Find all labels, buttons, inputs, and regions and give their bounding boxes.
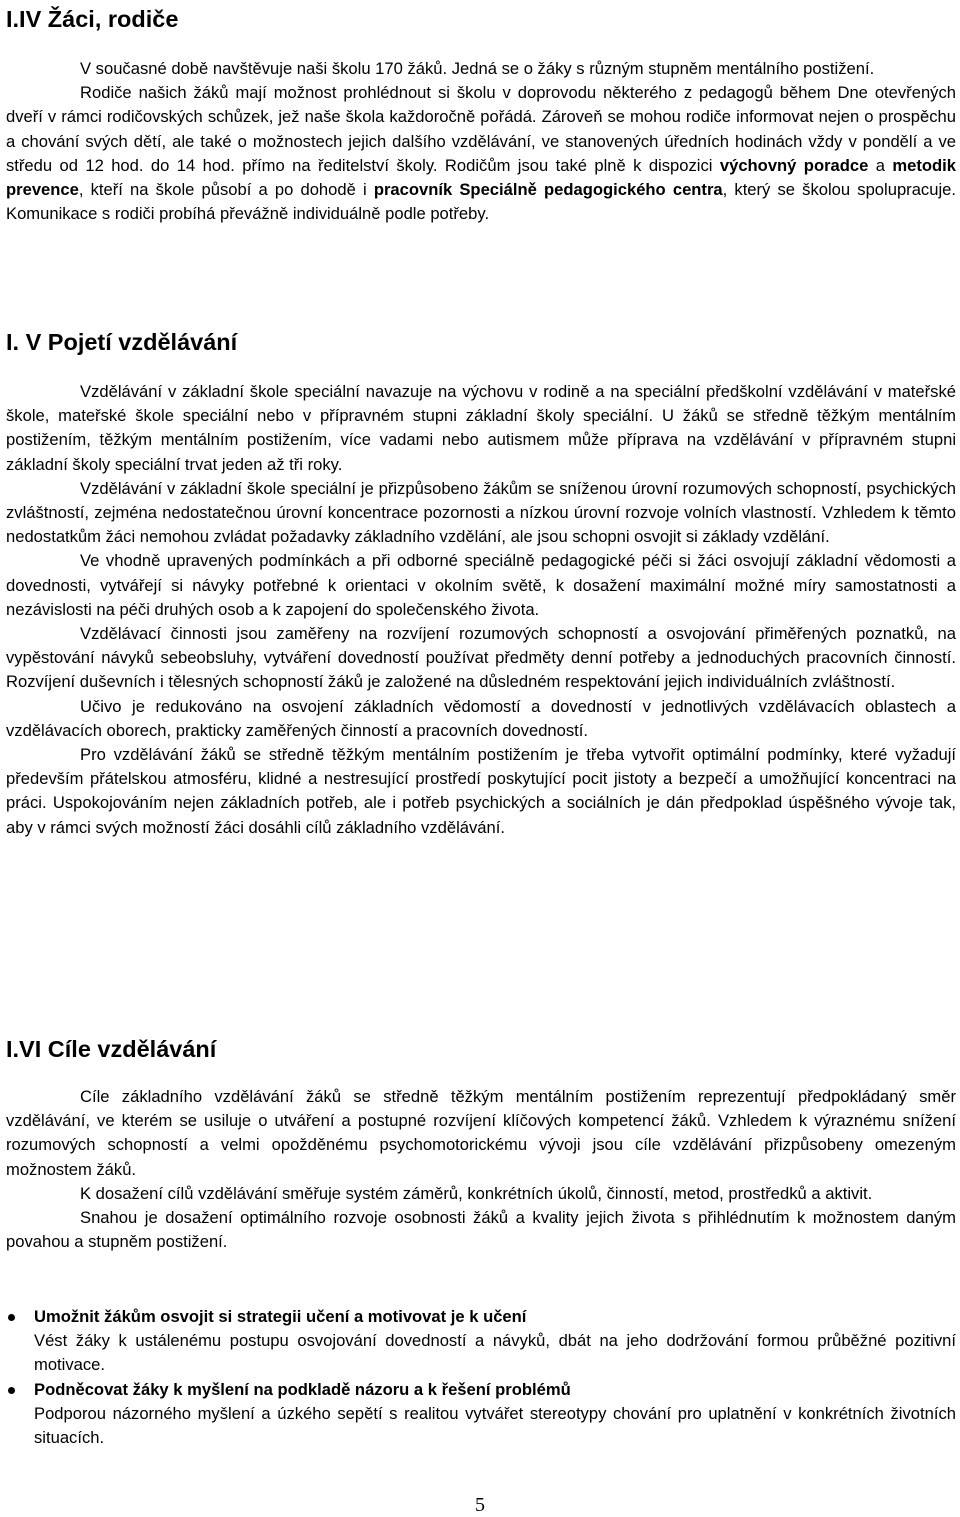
paragraph: Vzdělávání v základní škole speciální je přizpůsobeno žákům se sníženou úrovní rozumových schopností, psychických zvláštností, zejména nedostatečnou úrovní koncentrace pozornosti a nízkou úrovní rozvoje volních vlastností. Vzhledem k těmto nedostatkům žáci nemohou zvládat požadavky základního vzdělání, ale jsou schopni osvojit si základy vzdělání. [6,478,956,547]
page-number: 5 [475,1494,485,1516]
goal-heading: Podněcovat žáky k myšlení na podkladě názoru a k řešení problémů [34,1379,571,1399]
goal-text: Vést žáky k ustálenému postupu osvojování dovedností a návyků, dbát na jeho dodržování formou průběžné pozitivní motivace. [34,1331,956,1375]
goals-list [6,1305,956,1450]
paragraph-school-count: V současné době navštěvuje naši školu 170 žáků. Jedná se o žáky s různým stupněm mentálního postižení. [80,59,875,78]
paragraph: Pro vzdělávání žáků se středně těžkým mentálním postižením je třeba vytvořit optimální podmínky, které vyžadují především přátelskou atmosféru, klidné a nestresující prostředí poskytující pocit jistoty a bezpečí a umožňující koncentraci na práci. Uspokojováním nejen základních potřeb, ale i potřeb psychických a sociálních je dán předpoklad úspěšného vývoje tak, aby v rámci svých možností žáci dosáhli cílů základního vzdělávání. [6,745,956,837]
list-item [6,1378,956,1451]
special-pedagogy-center-label: pracovník Speciálně pedagogického centra [373,180,723,200]
section-title-students-parents: I.IV Žáci, rodiče [6,6,179,32]
paragraph: K dosažení cílů vzdělávání směřuje systém záměrů, konkrétních úkolů, činností, metod, prostředků a aktivit. [80,1183,873,1203]
bullet-icon [8,1314,15,1321]
section-vi-body [6,1085,956,1254]
paragraph: Vzdělávání v základní škole speciální navazuje na výchovu v rodině a na speciální předškolní vzdělávání v mateřské škole, mateřské škole speciální nebo v přípravném stupni základní školy speciální. U žáků se středně těžkým mentálním postižením, těžkým mentálním postižením, více vadami nebo autismem může příprava na vzdělávání v přípravném stupni základní školy speciální trvat jeden až tři roky. [6,382,956,474]
paragraph-parents-info: Rodiče našich žáků mají možnost prohlédnout si školu v doprovodu některého z pedagogů během Dne otevřených dveří v rámci rodičovských schůzek, jež naše škola každoročně pořádá. Zároveň se mohou rodiče informovat nejen o prospěchu a chování svých dětí, ale také o možnostech jejich dalšího vzdělávání, ve stanovených úředních hodinách vždy v pondělí a ve středu od 12 hod. do 14 hod. přímo na ředitelství školy. Rodičům jsou také plně k dispozici výchovný poradce a metodik prevence, kteří na škole působí a po dohodě i pracovník Speciálně pedagogického centra, který se školou spolupracuje. Komunikace s rodiči probíhá převážně individuálně podle potřeby. [6,83,956,224]
section-iv-body [6,57,956,226]
school-counselor-label: výchovný poradce [719,155,869,175]
paragraph: Vzdělávací činnosti jsou zaměřeny na rozvíjení rozumových schopností a osvojování přiměřených poznatků, na vypěstování návyků sebeobsluhy, vytváření dovedností používat předměty denní potřeby a jednoduchých pracovních činností. Rozvíjení duševních i tělesných schopností žáků je založené na důsledném respektování jejich individuálních zvláštností. [6,624,956,692]
paragraph: Ve vhodně upravených podmínkách a při odborné speciálně pedagogické péči si žáci osvojují základní vědomosti a dovednosti, vytvářejí si návyky potřebné k orientaci v okolním světě, k dosažení maximální možné míry samostatnosti a nezávislosti na péči druhých osob a k zapojení do společenského života. [6,551,956,619]
goal-heading: Umožnit žákům osvojit si strategii učení a motivovat je k učení [34,1307,527,1326]
bullet-icon [8,1387,15,1394]
section-title-concept-of-education: I. V Pojetí vzdělávání [6,329,238,355]
section-v-body [6,380,956,840]
section-title-education-goals: I.VI Cíle vzdělávání [6,1036,217,1062]
paragraph: Učivo je redukováno na osvojení základních vědomostí a dovedností v jednotlivých vzdělávacích oblastech a vzdělávacích oborech, prakticky zaměřených činností a pracovních dovedností. [6,696,956,740]
prevention-methodologist-label: metodik prevence [6,155,956,200]
paragraph: Snahou je dosažení optimálního rozvoje osobnosti žáků a kvality jejich života s přihlédnutím k možnostem daným povahou a stupněm postižení. [6,1208,956,1252]
goal-text: Podporou názorného myšlení a úzkého sepětí s realitou vytvářet stereotypy chování pro uplatnění v konkrétních životních situacích. [34,1403,956,1448]
list-item [6,1305,956,1378]
paragraph: Cíle základního vzdělávání žáků se středně těžkým mentálním postižením reprezentují předpokládaný směr vzdělávání, ve kterém se usiluje o utváření a postupné rozvíjení klíčových kompetencí žáků. Vzhledem k výraznému snížení rozumových schopností a velmi opožděnému psychomotorickému vývoji jsou cíle vzdělávání přizpůsobeny omezeným možnostem žáků. [6,1087,956,1179]
